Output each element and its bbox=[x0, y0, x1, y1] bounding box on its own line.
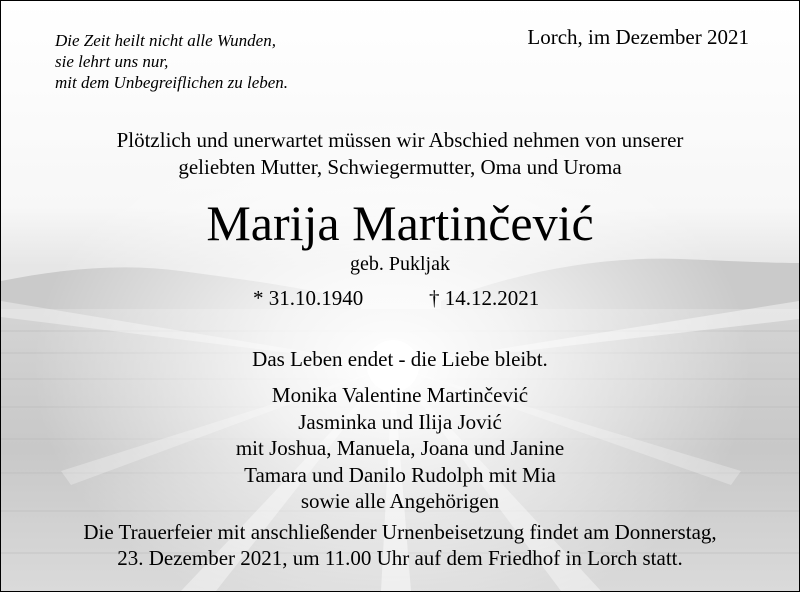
mourner-line: Monika Valentine Martinčević bbox=[271, 383, 529, 407]
funeral-info bbox=[1, 519, 799, 571]
intro-text bbox=[1, 127, 799, 181]
mourner-line: Jasminka und Ilija Jović bbox=[298, 409, 502, 434]
intro-line: Plötzlich und unerwartet müssen wir Abschied nehmen von unserer bbox=[116, 128, 684, 152]
funeral-line: Die Trauerfeier mit anschließender Urnenbeisetzung findet am Donnerstag, bbox=[83, 520, 717, 544]
motto-poem bbox=[55, 30, 288, 93]
motto-line: sie lehrt uns nur, bbox=[55, 52, 169, 71]
mourner-line: sowie alle Angehörigen bbox=[300, 489, 500, 513]
mourner-line: mit Joshua, Manuela, Joana und Janine bbox=[235, 436, 565, 460]
deceased-name: Marija Martinčević bbox=[206, 195, 594, 251]
intro-line: geliebten Mutter, Schwiegermutter, Oma und Uroma bbox=[178, 155, 622, 179]
mourner-line: Tamara und Danilo Rudolph mit Mia bbox=[244, 462, 556, 487]
notice-text bbox=[1, 1, 799, 591]
place-date: Lorch, im Dezember 2021 bbox=[527, 25, 749, 49]
birth-date: * 31.10.1940 bbox=[253, 286, 364, 310]
motto-line: mit dem Unbegreiflichen zu leben. bbox=[55, 73, 289, 92]
death-date: † 14.12.2021 bbox=[429, 286, 540, 310]
memorial-quote: Das Leben endet - die Liebe bleibt. bbox=[252, 347, 548, 371]
motto-line: Die Zeit heilt nicht alle Wunden, bbox=[55, 31, 276, 50]
funeral-line: 23. Dezember 2021, um 11.00 Uhr auf dem Friedhof in Lorch statt. bbox=[117, 546, 683, 570]
mourners-list bbox=[1, 382, 799, 515]
birth-name: geb. Pukljak bbox=[350, 253, 450, 275]
